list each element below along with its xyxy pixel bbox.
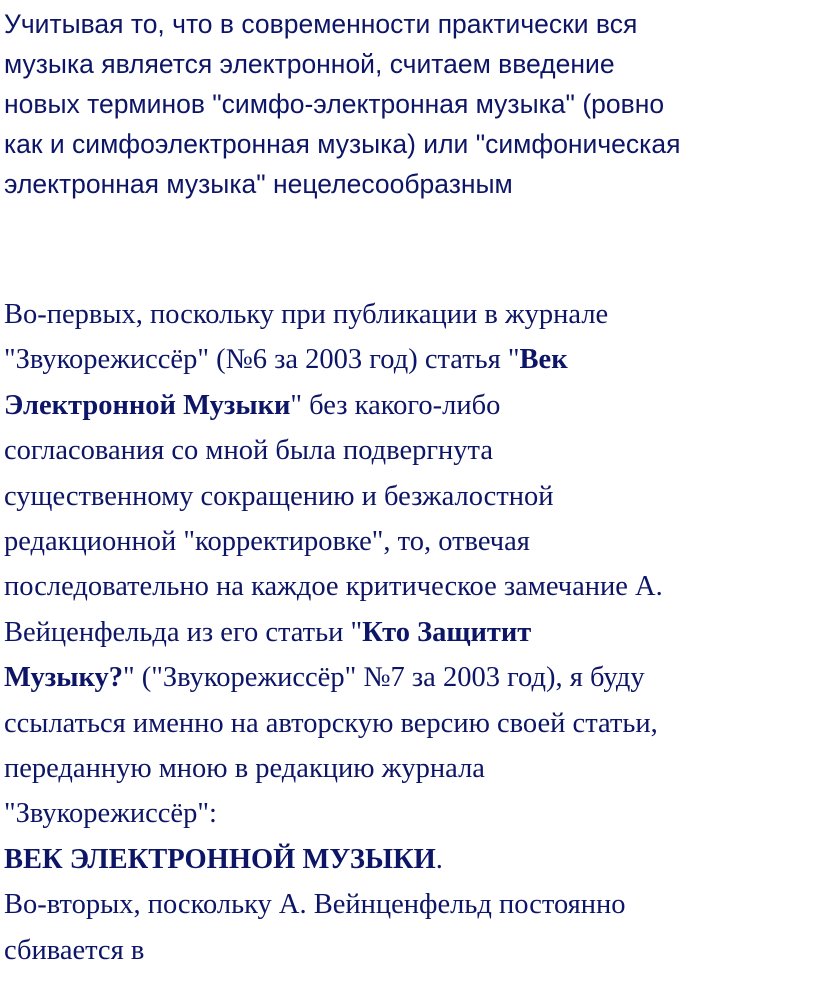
body-line: Во-первых, поскольку при публикации в журнале — [4, 299, 609, 330]
intro-paragraph — [4, 4, 816, 204]
body-line: редакционной "корректировке", то, отвечая — [4, 526, 530, 558]
body-line: переданную мною в редакцию журнала — [4, 753, 485, 785]
body-text-run: . — [435, 843, 443, 875]
body-line: сбивается в — [4, 934, 145, 966]
article-title-part: Музыку? — [4, 662, 123, 694]
body-line — [4, 655, 816, 700]
body-text-run: "Звукорежиссёр" (№6 за 2003 год) статья " — [4, 344, 520, 376]
intro-line: электронная музыка" нецелесообразным — [4, 169, 513, 199]
intro-line: новых терминов "симфо-электронная музыка" (ровно — [4, 89, 665, 119]
body-line — [4, 337, 816, 382]
body-text-run: " без какого-либо — [290, 389, 501, 421]
intro-line: как и симфоэлектронная музыка) или "симфоническая — [4, 129, 681, 159]
body-line: последовательно на каждое критическое замечание А. — [4, 571, 663, 603]
body-line — [4, 383, 816, 428]
body-line: ссылаться именно на авторскую версию своей статьи, — [4, 707, 658, 739]
body-line: согласования со мной была подвергнута — [4, 435, 493, 467]
intro-line: Учитывая то, что в современности практически вся — [4, 9, 638, 39]
body-line — [4, 610, 816, 655]
article-title-part: Кто Защитит — [362, 616, 532, 648]
article-title-part: Век — [519, 344, 568, 376]
body-text-run: Вейценфельда из его статьи " — [4, 616, 363, 648]
section-heading-text: ВЕК ЭЛЕКТРОННОЙ МУЗЫКИ — [4, 843, 436, 875]
body-line: существенному сокращению и безжалостной — [4, 480, 554, 512]
body-line: "Звукорежиссёр": — [4, 798, 217, 830]
section-heading — [4, 837, 816, 882]
body-text — [4, 292, 816, 973]
body-line: Во-вторых, поскольку А. Вейнценфельд постоянно — [4, 889, 626, 921]
article-title-part: Электронной Музыки — [4, 389, 291, 421]
body-text-run: " ("Звукорежиссёр" №7 за 2003 год), я буду — [123, 662, 645, 694]
intro-line: музыка является электронной, считаем введение — [4, 49, 615, 79]
